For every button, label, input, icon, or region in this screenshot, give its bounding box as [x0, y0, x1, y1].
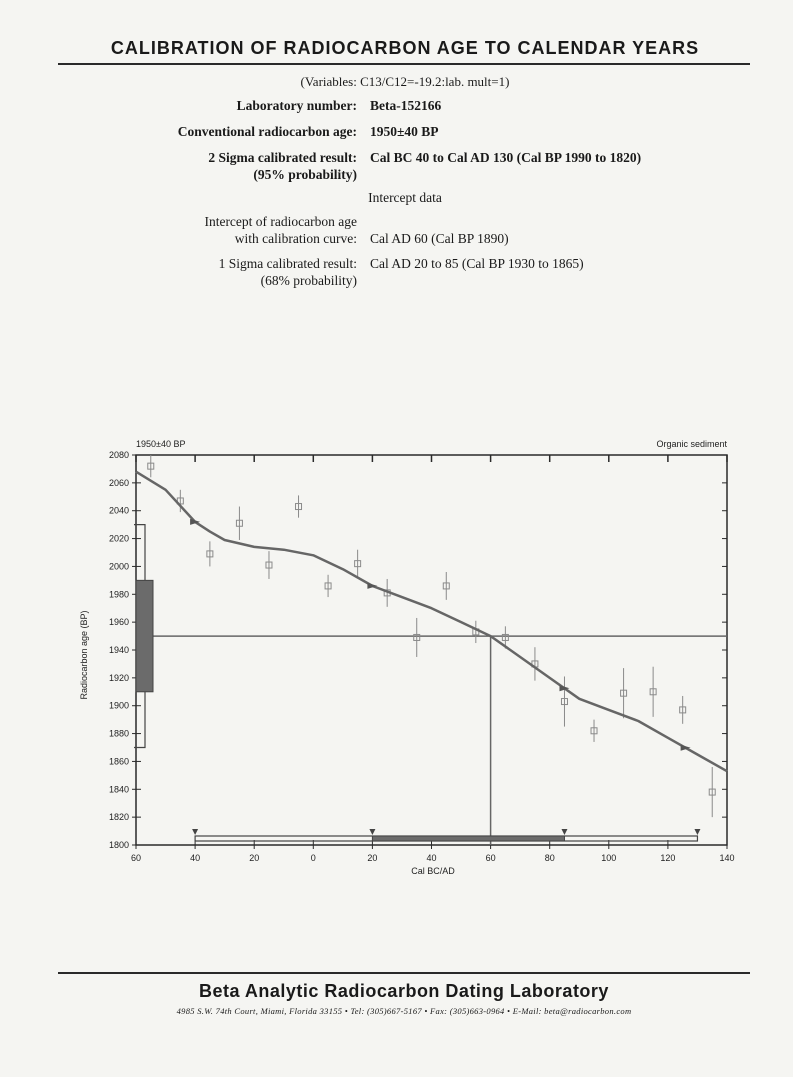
range-marker [561, 829, 567, 835]
x-tick-label: 60 [485, 853, 496, 863]
x-tick-label: 100 [601, 853, 617, 863]
footer-rule [58, 972, 750, 974]
lab-number-value: Beta-152166 [370, 98, 442, 113]
plot-frame [136, 455, 727, 845]
y-tick-label: 1860 [108, 756, 129, 767]
intercept-value: Cal AD 60 (Cal BP 1890) [370, 231, 509, 246]
x-tick-label: 80 [544, 853, 555, 863]
conv-age-label: Conventional radiocarbon age: [177, 124, 357, 139]
chart-title: 1950±40 BP [136, 439, 186, 449]
y-axis-label: Radiocarbon age (BP) [79, 610, 89, 700]
y-tick-label: 2000 [108, 561, 129, 572]
y-tick-label: 1820 [108, 812, 129, 823]
one-sigma-prob: (68% probability) [260, 273, 357, 288]
y-tick-label: 1800 [108, 840, 129, 850]
two-sigma-prob: (95% probability) [253, 167, 357, 182]
x-tick-label: 60 [130, 853, 142, 863]
intercept-label-2: with calibration curve: [234, 231, 357, 246]
intercept-heading: Intercept data [368, 190, 442, 205]
x-tick-label: 40 [426, 853, 437, 863]
one-sigma-range-bar [372, 836, 564, 841]
y-tick-label: 1920 [108, 672, 129, 683]
calibration-curve [136, 472, 727, 772]
y-tick-label: 1900 [108, 700, 129, 711]
two-sigma-label: 2 Sigma calibrated result: [208, 150, 357, 165]
one-sigma-age-box [136, 580, 153, 691]
x-axis-label: Cal BC/AD [411, 866, 455, 876]
y-tick-label: 1840 [108, 784, 129, 795]
x-tick-label: 140 [719, 853, 735, 863]
x-tick-label: 20 [249, 853, 260, 863]
y-tick-label: 2060 [108, 477, 129, 488]
y-tick-label: 2020 [108, 533, 129, 544]
y-tick-label: 1980 [108, 589, 129, 600]
range-marker [192, 829, 198, 835]
y-tick-label: 1880 [108, 728, 129, 739]
range-marker [694, 829, 700, 835]
x-tick-label: 20 [367, 853, 378, 863]
conv-age-value: 1950±40 BP [370, 124, 439, 139]
lab-number-label: Laboratory number: [236, 98, 357, 113]
footer-title: Beta Analytic Radiocarbon Dating Laboratory [199, 981, 609, 1001]
page-title: CALIBRATION OF RADIOCARBON AGE TO CALENDAR YEARS [110, 38, 700, 58]
variables-line: (Variables: C13/C12=-19.2:lab. mult=1) [300, 74, 510, 89]
footer-address: 4985 S.W. 74th Court, Miami, Florida 33155 • Tel: (305)667-5167 • Fax: (305)663-0964 • E-Mail: beta@radiocarbon.com [176, 1006, 632, 1016]
one-sigma-value: Cal AD 20 to 85 (Cal BP 1930 to 1865) [370, 256, 584, 271]
two-sigma-value: Cal BC 40 to Cal AD 130 (Cal BP 1990 to 1820) [370, 150, 642, 165]
x-tick-label: 120 [660, 853, 676, 863]
y-tick-label: 1940 [108, 645, 129, 655]
y-tick-label: 1960 [108, 617, 129, 628]
one-sigma-label: 1 Sigma calibrated result: [218, 256, 357, 271]
y-tick-label: 2080 [108, 450, 129, 460]
x-tick-label: 40 [190, 853, 201, 863]
range-marker [369, 829, 375, 835]
chart-subtitle: Organic sediment [656, 439, 727, 449]
intercept-label-1: Intercept of radiocarbon age [204, 214, 357, 229]
x-tick-label: 0 [310, 853, 316, 863]
y-tick-label: 2040 [108, 505, 129, 516]
